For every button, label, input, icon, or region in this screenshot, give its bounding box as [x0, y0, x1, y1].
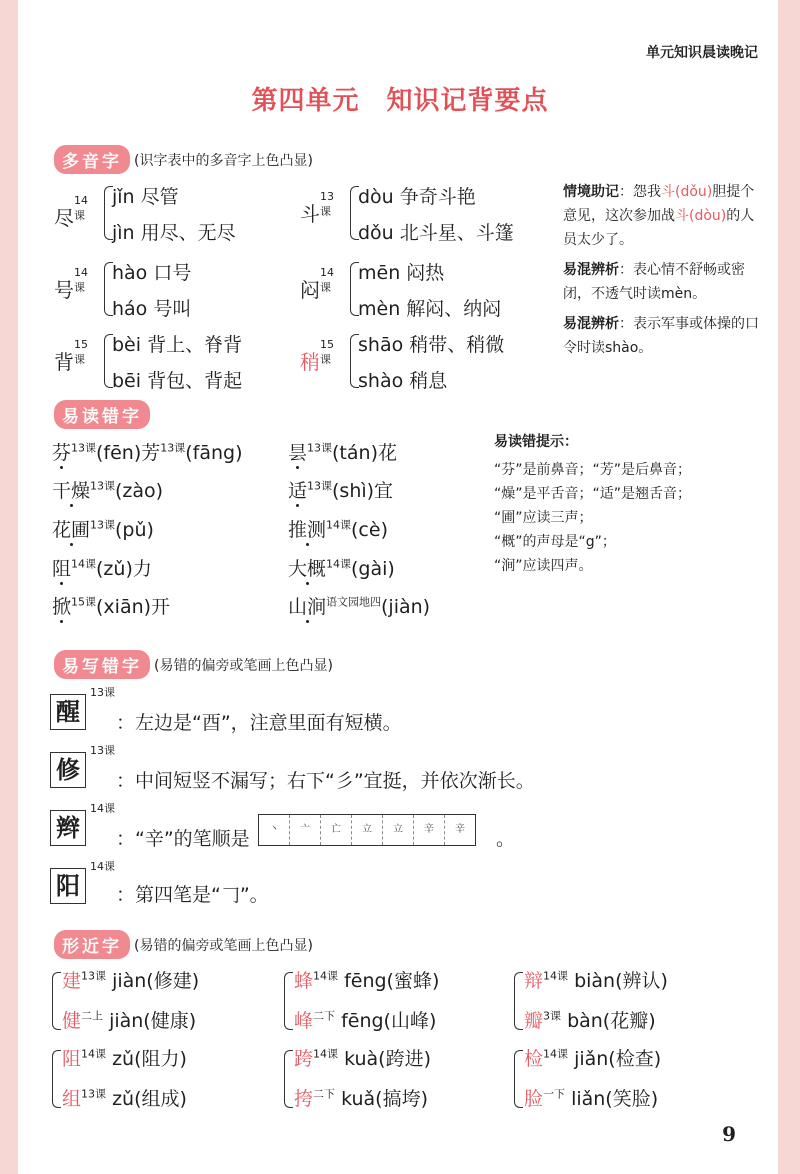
misread-item: 推测$^{14课}$(cè) — [288, 518, 388, 541]
stroke-order-grid: 丶 亠 亡 立 立 辛 辛 — [258, 814, 476, 846]
section-misread-header — [54, 400, 150, 429]
section-miswrite-header — [54, 650, 333, 679]
section-note: (识字表中的多音字上色凸显) — [134, 152, 313, 169]
misread-item: 阻$^{14课}$(zǔ)力 — [52, 557, 152, 580]
misread-item: 大概$^{14课}$(gài) — [288, 557, 395, 580]
page-title: 第四单元 知识记背要点 — [251, 86, 549, 116]
misread-item: 花圃$^{13课}$(pǔ) — [52, 518, 154, 541]
misread-item: 昙$^{13课}$(tán)花 — [288, 441, 397, 464]
miswrite-char: 醒 — [50, 694, 86, 730]
header-tag: 单元知识晨读晚记 — [646, 45, 758, 61]
tip-box-polyphonic: 情境助记：怨我斗(dǒu)胆提个意见，这次参加战斗(dòu)的人员太少了。 易混辨析：表心情不舒畅或密闭，不透气时读mèn。 易混辨析：表示军事或体操的口令时读shào。 — [563, 184, 759, 356]
misread-item: 山涧$^{语文园地四}$(jiàn) — [288, 595, 431, 618]
section-note: (易错的偏旁或笔画上色凸显) — [154, 657, 333, 674]
section-badge: 易读错字 — [54, 400, 150, 429]
miswrite-char: 辫 — [50, 810, 86, 846]
misread-item: 干燥$^{13课}$(zào) — [52, 479, 164, 502]
section-similar-header — [54, 930, 313, 959]
section-badge: 多音字 — [54, 145, 130, 174]
misread-item: 适$^{13课}$(shì)宜 — [288, 479, 394, 502]
miswrite-note: ：第四笔是“𠃌”。 — [116, 884, 269, 906]
miswrite-note: ：中间短竖不漏写；右下“彡”宜挺，并依次渐长。 — [116, 770, 535, 792]
section-badge: 形近字 — [54, 930, 130, 959]
miswrite-char: 阳 — [50, 868, 86, 904]
section-polyphonic-header — [54, 145, 313, 174]
miswrite-note: ：左边是“酉”，注意里面有短横。 — [116, 712, 402, 734]
misread-item: 掀$^{15课}$(xiān)开 — [52, 595, 171, 618]
page — [18, 0, 800, 1174]
miswrite-note: ：“辛”的笔顺是 — [116, 828, 250, 850]
page-edge — [778, 0, 800, 1174]
section-note: (易错的偏旁或笔画上色凸显) — [134, 937, 313, 954]
tip-box-misread: 易读错提示： “芬”是前鼻音；“芳”是后鼻音； “燥”是平舌音；“适”是翘舌音； “圃”应读三声； “概”的声母是“g”； “涧”应读四声。 — [494, 434, 692, 574]
section-badge: 易写错字 — [54, 650, 150, 679]
misread-item: 芬$^{13课}$(fēn)芳$^{13课}$(fāng) — [52, 441, 243, 464]
miswrite-char: 修 — [50, 752, 86, 788]
page-number: 9 — [722, 1122, 736, 1146]
